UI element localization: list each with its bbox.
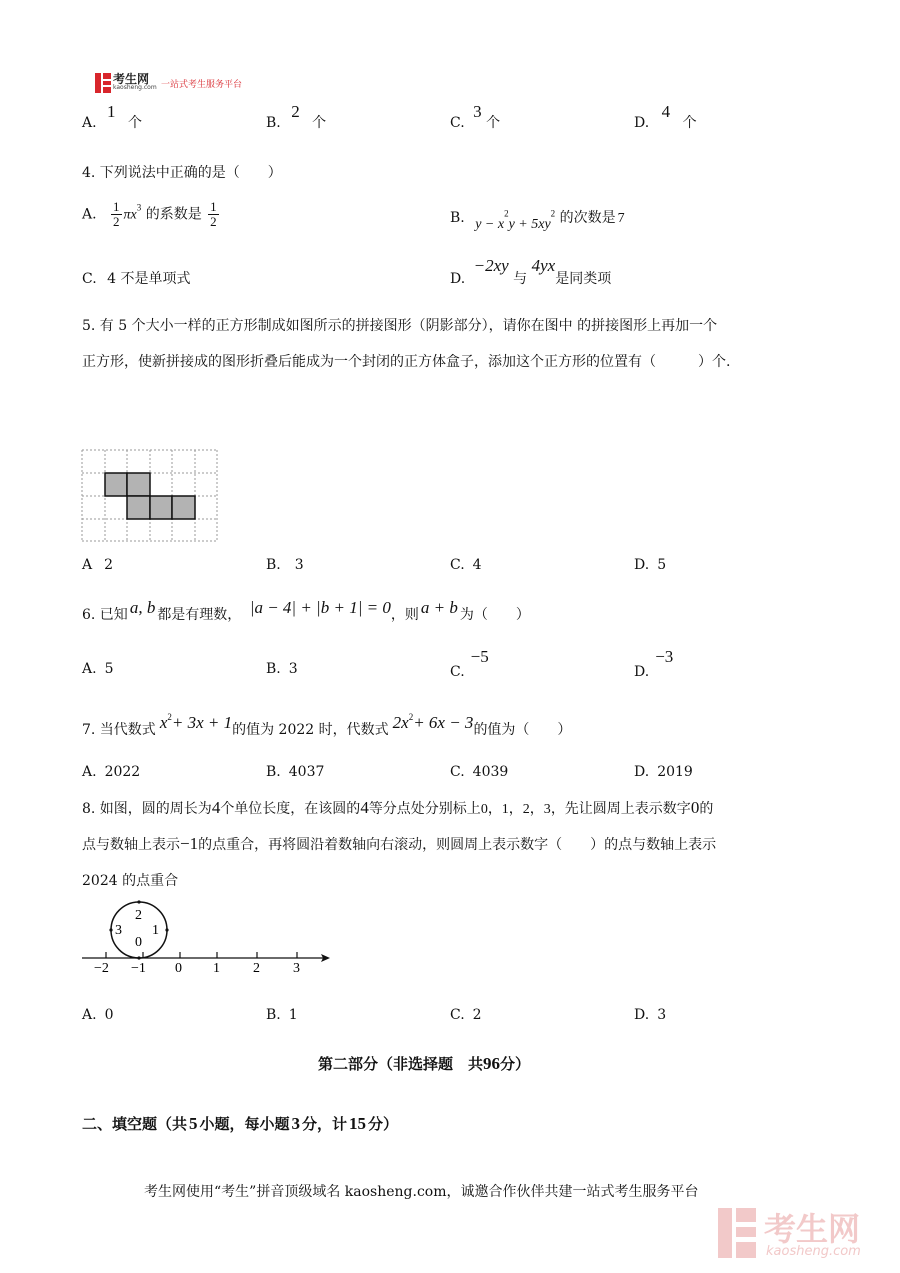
- q6-option-d: D.−3: [634, 647, 674, 680]
- q8-point-top: [137, 900, 140, 903]
- q3-option-c: C. 3 个: [450, 102, 501, 131]
- q8-circle-label-2: 2: [135, 908, 142, 923]
- q5-shaded-squares: [105, 473, 195, 519]
- q8-point-right: [165, 928, 168, 931]
- q8-option-b: B. 1: [266, 1007, 298, 1023]
- q5-line-2: 正方形，使新拼接成的图形折叠后能成为一个封闭的正方体盒子，添加这个正方形的位置有（ ）个.: [82, 354, 731, 370]
- q7-option-b: B. 4037: [266, 764, 325, 780]
- q4-option-c: C. 4 不是单项式: [82, 271, 191, 287]
- q5-square-2: [127, 473, 150, 496]
- q7-stem: 7. 当代数式 $x^2+ 3x + 1$的值为 2022 时，代数式 $2x^2+ 6x - 3$的值为（ ）: [82, 712, 572, 738]
- q3-option-b: B. 2 个: [266, 102, 327, 131]
- watermark-domain: kaosheng.com: [766, 1244, 861, 1259]
- q8-option-a: A. 0: [82, 1007, 114, 1023]
- watermark-name: 考生网: [764, 1210, 861, 1248]
- logo-mark-icon: [95, 73, 111, 93]
- q4-option-d: D. −2xy 与 4yx是同类项: [450, 256, 612, 287]
- q8-tick-label: 2: [253, 961, 260, 976]
- logo-name: 考生网: [113, 72, 150, 86]
- q8-tick-label: 3: [293, 961, 300, 976]
- q8-tick-label: −2: [94, 961, 109, 976]
- q5-option-c: C. 4: [450, 557, 482, 573]
- q5-grid-figure: [80, 449, 220, 543]
- q5-option-b: B. 3: [266, 557, 304, 573]
- q4-option-b: B. $y - x^2y + 5xy^2$ 的次数是 7: [450, 208, 625, 232]
- q5-option-a: A 2: [82, 557, 114, 573]
- footer-text: 考生网使用“考生”拼音顶级域名 kaosheng.com，诚邀合作伙伴共建一站式考生服务平台: [144, 1184, 699, 1200]
- header-logo: [95, 71, 265, 95]
- watermark-logo-icon: [718, 1208, 758, 1258]
- q5-line-1: 5. 有 5 个大小一样的正方形制成如图所示的拼接图形（阴影部分），请你在图中 的拼接图形上再加一个: [82, 318, 718, 334]
- q6-option-b: B. 3: [266, 661, 298, 677]
- q8-option-c: C. 2: [450, 1007, 482, 1023]
- watermark: [718, 1206, 888, 1262]
- q8-circle-label-1: 1: [152, 923, 159, 938]
- q8-tick-label: 0: [175, 961, 182, 976]
- section2-title: 二、填空题（共 5 小题，每小题 3 分，计 15 分）: [82, 1114, 399, 1133]
- q5-option-d: D. 5: [634, 557, 667, 573]
- q5-square-5: [172, 496, 195, 519]
- q8-tick-label: 1: [213, 961, 220, 976]
- q8-option-d: D. 3: [634, 1007, 667, 1023]
- q4-option-a: A. $\frac{1}{2}$ $\pi x^3$ 的系数是 $\frac{1}{2}$: [82, 199, 217, 229]
- q4-a-fraction: $\frac{1}{2}$: [113, 199, 120, 229]
- q3-option-a: A. 1 个: [82, 102, 142, 131]
- q5-square-1: [105, 473, 127, 496]
- q8-figure: [80, 898, 340, 984]
- q8-point-left: [109, 928, 112, 931]
- q7-option-d: D. 2019: [634, 764, 693, 780]
- logo-domain: kaosheng.com: [113, 84, 157, 91]
- q4-a-fraction-2: $\frac{1}{2}$: [210, 199, 217, 229]
- q6-option-c: C.−5: [450, 647, 489, 680]
- q8-line-3: 2024 的点重合: [82, 873, 179, 889]
- q5-square-3: [127, 496, 150, 519]
- q7-option-a: A. 2022: [82, 764, 141, 780]
- q8-line-1: 8. 如图，圆的周长为4个单位长度，在该圆的4等分点处分别标上0，1，2，3，先让圆周上表示数字0的: [82, 798, 714, 817]
- logo-slogan: 一站式考生服务平台: [161, 80, 243, 90]
- q8-line-2: 点与数轴上表示−1的点重合，再将圆沿着数轴向右滚动，则圆周上表示数字（ ）的点与数轴上表示: [82, 834, 717, 853]
- q8-circle-label-3: 3: [115, 923, 122, 938]
- q5-square-4: [150, 496, 172, 519]
- q6-stem: 6. 已知 a, b 都是有理数， |a − 4| + |b + 1| = 0，则 a + b 为（ ）: [82, 598, 530, 623]
- q8-circle-label-0: 0: [135, 935, 142, 950]
- q4-stem: 4. 下列说法中正确的是（ ）: [82, 165, 282, 181]
- q8-tick-label: −1: [131, 961, 146, 976]
- part2-title: 第二部分（非选择题 共96分）: [318, 1054, 531, 1073]
- q7-option-c: C. 4039: [450, 764, 509, 780]
- q3-option-d: D. 4 个: [634, 102, 697, 131]
- q6-option-a: A. 5: [82, 661, 114, 677]
